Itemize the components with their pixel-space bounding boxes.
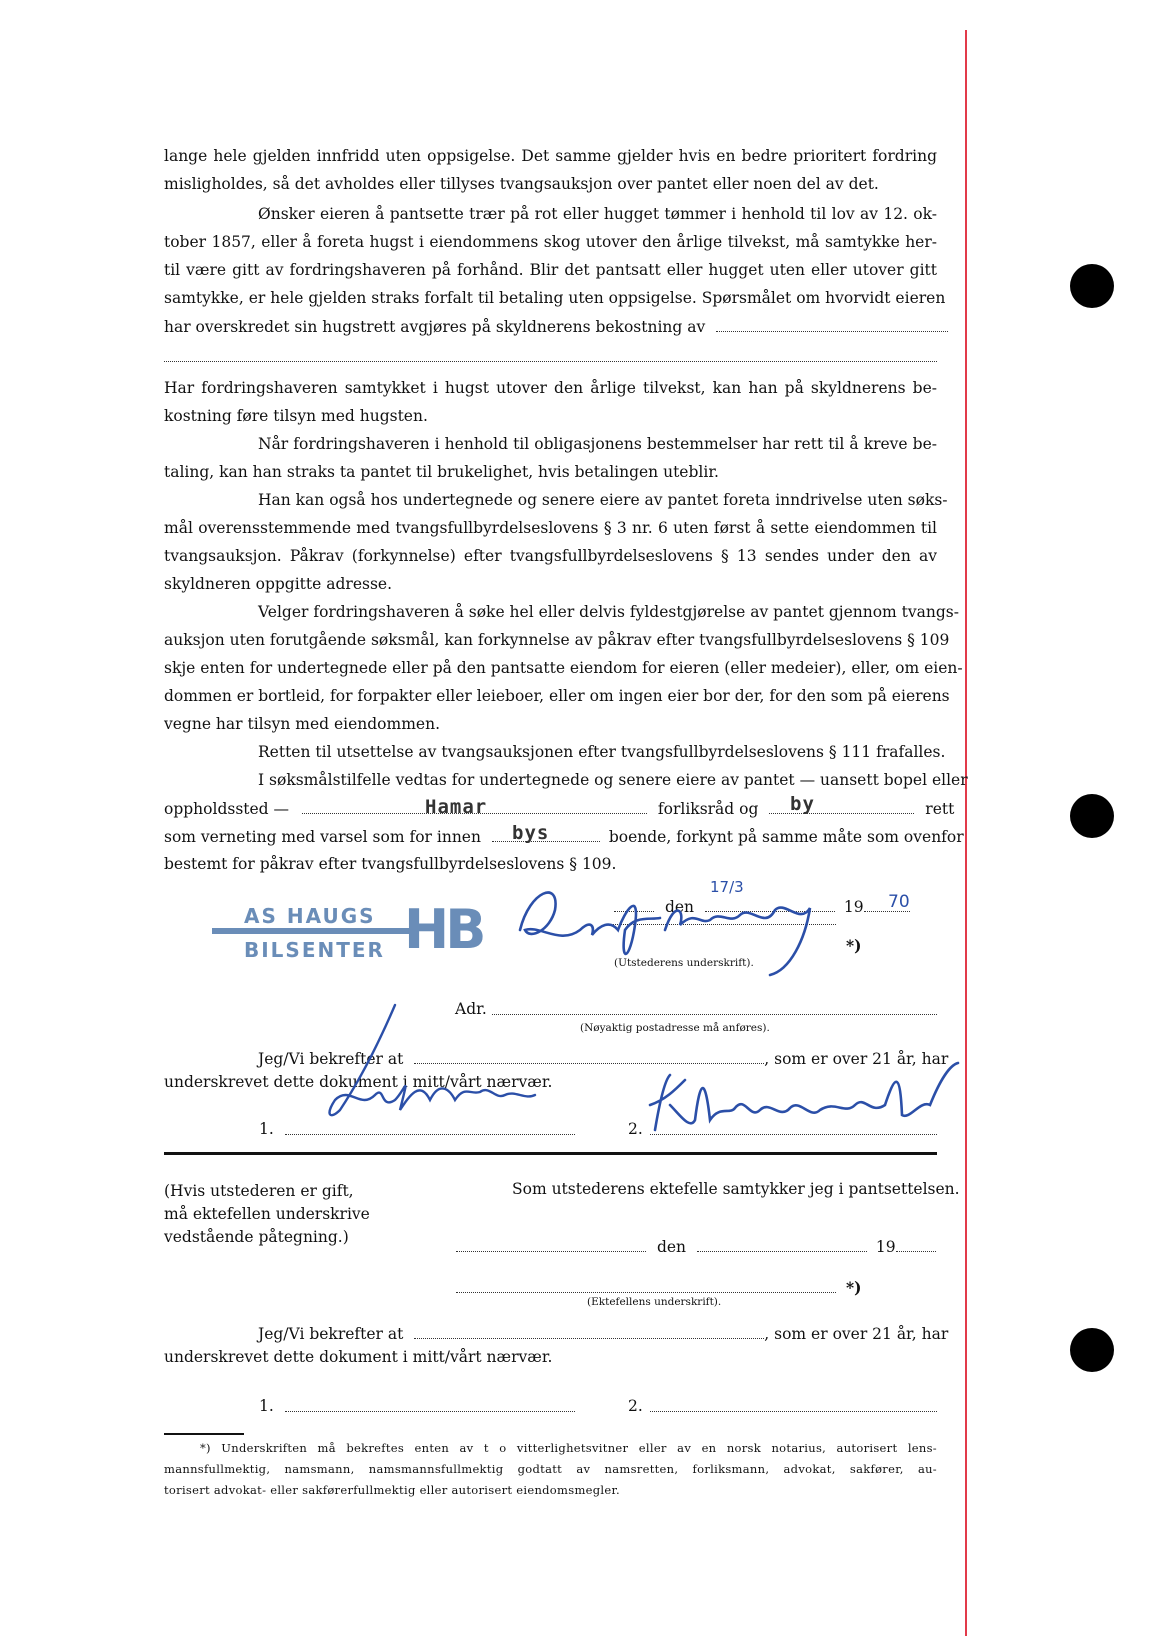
punch-hole [1070,794,1114,838]
footnote-line: torisert advokat- eller sakførerfullmektig eller autorisert eiendomsmegler. [164,1483,620,1497]
note-line: vedstående påtegning.) [164,1228,349,1246]
footnote-rule [164,1433,244,1435]
text-segment: Jeg/Vi bekrefter at [258,1325,404,1343]
issuer-caption: (Utstederens underskrift). [614,957,754,969]
witness-field [650,1411,937,1412]
footnote-line: *) Underskriften må bekreftes enten av t o vitterlighetsvitner eller av en norsk notarius, autorisert lens- [200,1441,937,1455]
witness-signature-2 [640,1060,980,1140]
punch-hole [1070,1328,1114,1372]
text-line: misligholdes, så det avholdes eller tillyses tvangsauksjon over pantet eller noen del av det. [164,175,879,193]
text-segment: oppholdssted — [164,800,290,818]
year-prefix: 19 [875,1238,896,1256]
note-line: (Hvis utstederen er gift, [164,1182,354,1200]
blank-field [896,1237,936,1252]
den-label: den [664,898,695,916]
text-line [164,827,964,846]
text-segment: , som er over 21 år, har [764,1325,949,1343]
date-line [456,1237,936,1256]
text-line: til være gitt av fordringshaveren på forhånd. Blir det pantsatt eller hugget uten eller utover gitt [164,261,937,279]
note-line: må ektefellen underskrive [164,1205,370,1223]
witness-number: 2. [628,1397,643,1415]
text-line: Retten til utsettelse av tvangsauksjonen efter tvangsfullbyrdelseslovens § 111 frafalles. [258,743,946,761]
text-line: skyldneren oppgitte adresse. [164,575,392,593]
stamp-line: AS HAUGS [244,904,376,928]
text-line: I søksmålstilfelle vedtas for undertegnede og senere eiere av pantet — uansett bopel eller [258,771,968,789]
spouse-signature-line [456,1292,836,1293]
stamp-logo: HB [404,898,483,961]
text-line: tvangsauksjon. Påkrav (forkynnelse) efter tvangsfullbyrdelseslovens § 13 sendes under den av [164,547,937,565]
den-label: den [656,1238,687,1256]
witness-signature-1 [320,1000,560,1150]
witness-line: underskrevet dette dokument i mitt/vårt nærvær. [164,1073,553,1091]
text-line: Ønsker eieren å pantsette trær på rot eller hugget tømmer i henhold til lov av 12. ok- [258,205,937,223]
text-line: samtykke, er hele gjelden straks forfalt til betaling uten oppsigelse. Spørsmålet om hvorvidt eieren [164,289,946,307]
witness-field [285,1411,575,1412]
text-segment: som verneting med varsel som for innen [164,828,481,846]
witness-number: 2. [628,1120,643,1138]
text-line: auksjon uten forutgående søksmål, kan forkynnelse av påkrav efter tvangsfullbyrdelseslovens § 109 [164,631,950,649]
dotted-line [164,347,937,366]
text-line: Når fordringshaveren i henhold til obligasjonens bestemmelser har rett til å kreve be- [258,435,937,453]
footnote [164,1438,937,1501]
text-line: tober 1857, eller å foreta hugst i eiendommens skog utover den årlige tilvekst, må samtykke her- [164,233,937,251]
blank-field [414,1324,764,1339]
blank-field [164,347,937,362]
text-segment: forliksråd og [657,800,759,818]
text-line: Han kan også hos undertegnede og senere eiere av pantet foreta inndrivelse uten søks- [258,491,948,509]
witness-line [164,1324,949,1343]
text-line: taling, kan han straks ta pantet til brukelighet, hvis betalingen uteblir. [164,463,719,481]
text-line: mål overensstemmende med tvangsfullbyrdelseslovens § 3 nr. 6 uten først å sette eiendommen til [164,519,937,537]
year-prefix: 19 [843,898,864,916]
section-divider [164,1152,937,1155]
asterisk-mark: *) [846,936,862,955]
text-line: lange hele gjelden innfridd uten oppsigelse. Det samme gjelder hvis en bedre prioritert fordring [164,147,937,165]
spouse-caption: (Ektefellens underskrift). [587,1296,722,1308]
text-line: bestemt for påkrav efter tvangsfullbyrdelseslovens § 109. [164,855,617,873]
issuer-signature [500,870,860,980]
filled-residence: bys [512,822,550,844]
text-line: kostning føre tilsyn med hugsten. [164,407,428,425]
text-segment: rett [925,800,955,818]
text-line: Har fordringshaveren samtykket i hugst utover den årlige tilvekst, kan han på skyldnerens be- [164,379,937,397]
punch-hole [1070,264,1114,308]
witness-line: underskrevet dette dokument i mitt/vårt nærvær. [164,1348,553,1366]
red-margin-line [965,30,967,1636]
text-line: dommen er bortleid, for forpakter eller leieboer, eller om ingen eier bor der, for den som på eierens [164,687,950,705]
spouse-consent: Som utstederens ektefelle samtykker jeg i pantsettelsen. [512,1180,960,1198]
filled-court-type: by [790,793,815,815]
handwritten-year: 70 [888,892,910,912]
text-segment: boende, forkynt på samme måte som ovenfor [608,828,964,846]
text-line: Velger fordringshaveren å søke hel eller delvis fyldestgjørelse av pantet gjennom tvangs- [258,603,959,621]
text-segment: har overskredet sin hugstrett avgjøres på skyldnerens bekostning av [164,318,706,336]
witness-number: 1. [259,1120,274,1138]
blank-field [697,1237,867,1252]
witness-number: 1. [259,1397,274,1415]
spouse-note [164,1180,370,1249]
text-segment: Jeg/Vi bekrefter at [258,1050,404,1068]
text-line: skje enten for undertegnede eller på den pantsatte eiendom for eieren (eller medeier), eller, om eien- [164,659,963,677]
address-label: Adr. [455,1000,487,1018]
blank-field [456,1237,646,1252]
blank-field [716,317,948,332]
text-line [164,317,937,336]
stamp-bar [212,928,412,934]
text-line [164,799,955,818]
filled-place: Hamar [425,796,488,818]
footnote-line: mannsfullmektig, namsmann, namsmannsfullmektig godtatt av namsretten, forliksmann, advokat, sakfører, au- [164,1462,937,1476]
text-segment: , som er over 21 år, har [764,1050,949,1068]
asterisk-mark: *) [846,1278,862,1297]
stamp-line: BILSENTER [244,938,385,962]
handwritten-date: 17/3 [710,878,744,896]
text-line: vegne har tilsyn med eiendommen. [164,715,440,733]
address-caption: (Nøyaktig postadresse må anføres). [580,1022,770,1034]
